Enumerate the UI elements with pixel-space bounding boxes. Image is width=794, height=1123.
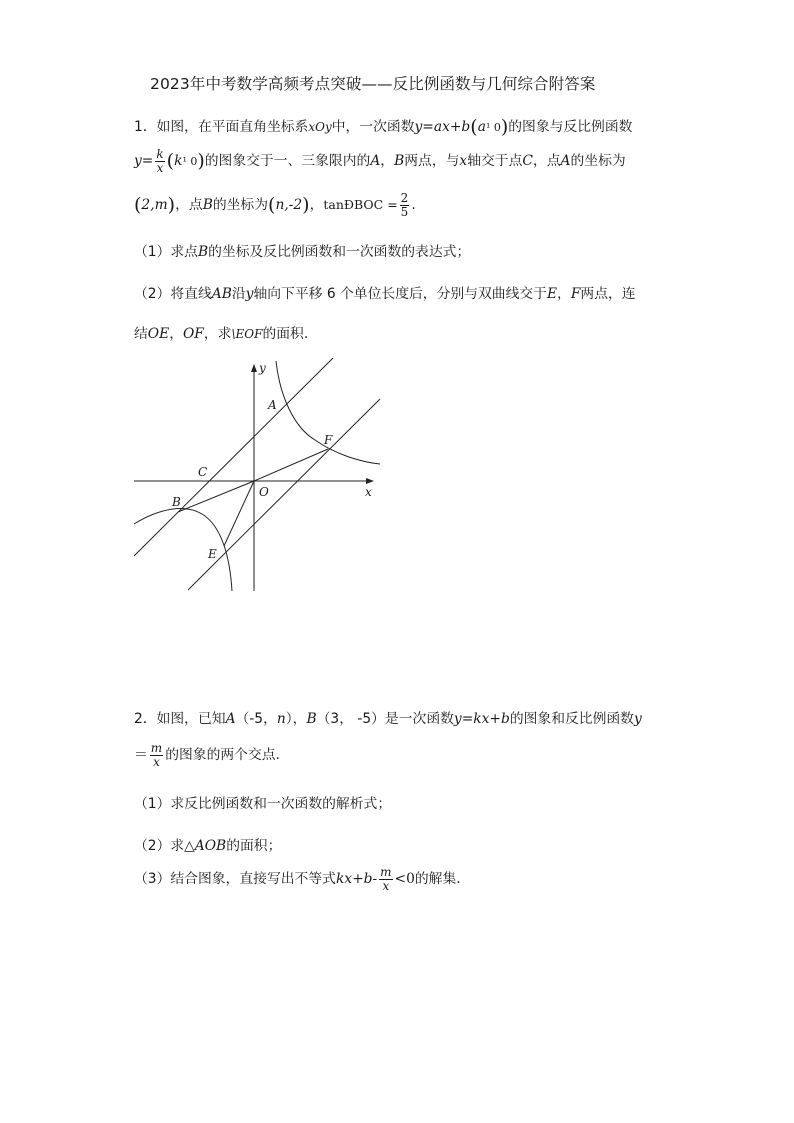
label-a: A [268,398,277,412]
label-c: C [198,465,208,479]
q2-part-1: （1）求反比例函数和一次函数的解析式； [134,796,392,812]
q1-figure [130,358,385,593]
fraction-m-over-x-2: $\frac{m}{x}$ [380,865,392,893]
x-axis-arrow [366,478,374,484]
segment-oe [224,481,254,546]
triangle-eof: \EOF [231,327,263,341]
fraction-k-over-x: $\frac{k}{x}$ [156,147,164,175]
hyperbola-branch-1 [276,361,380,464]
q2-part-2: （2）求△AOB的面积； [134,838,282,854]
label-x: x [365,485,372,499]
segment-of [254,449,328,481]
q2-line-1: 2．如图，已知A（-5，n），B（3， -5）是一次函数y=kx+b的图象和反比例函数y [134,711,642,727]
linear-function-2: y=kx+b [453,711,510,727]
fraction-two-fifths: $\frac{2}{5}$ [400,191,409,219]
q1-line-3: (2,m)，点B的坐标为(n,-2)，tanÐBOC = $\frac{2}{5}$ . [134,191,416,219]
q1-part-1: （1）求点B的坐标及反比例函数和一次函数的表达式； [134,244,471,260]
label-o: O [259,485,269,499]
q2-part-3: （3）结合图象，直接写出不等式kx+b- $\frac{m}{x}$ <0的解集. [134,865,461,893]
tan-expression: tanÐBOC = [323,197,398,213]
hyperbola-branch-2 [134,509,232,591]
coord-a: 2,m [141,197,168,214]
fraction-m-over-x: $\frac{m}{x}$ [150,741,163,769]
coord-b: n,-2 [275,197,303,214]
linear-function: y=ax+b [414,119,471,135]
label-e: E [208,547,217,561]
q1-part-2-line-2: 结OE，OF，求\EOF的面积. [134,326,309,342]
q1-number: 1． [134,119,157,135]
y-axis-arrow [251,364,257,372]
q2-line-2: ＝ $\frac{m}{x}$ 的图象的两个交点. [134,741,280,769]
label-f: F [324,433,333,447]
q1-part-2-line-1: （2）将直线AB沿y轴向下平移 6 个单位长度后，分别与双曲线交于E，F两点，连 [134,286,636,302]
xoy-symbol: xOy [308,120,332,134]
segment-ob [178,481,254,512]
label-y: y [259,361,266,375]
document-title: 2023年中考数学高频考点突破——反比例函数与几何综合附答案 [150,75,596,93]
label-b: B [172,495,181,509]
q1-line-1: 1．如图，在平面直角坐标系xOy中，一次函数y=ax+b(a¹ 0)的图象与反比例函数 [134,116,633,138]
q2-number: 2． [134,711,157,727]
line-ef [188,399,380,590]
q1-line-2: y= $\frac{k}{x}$ (k¹ 0)的图象交于一、三象限内的A，B两点，与x轴交于点C，点A的坐标为 [134,147,626,175]
inequality-lhs: kx+b [335,871,373,888]
